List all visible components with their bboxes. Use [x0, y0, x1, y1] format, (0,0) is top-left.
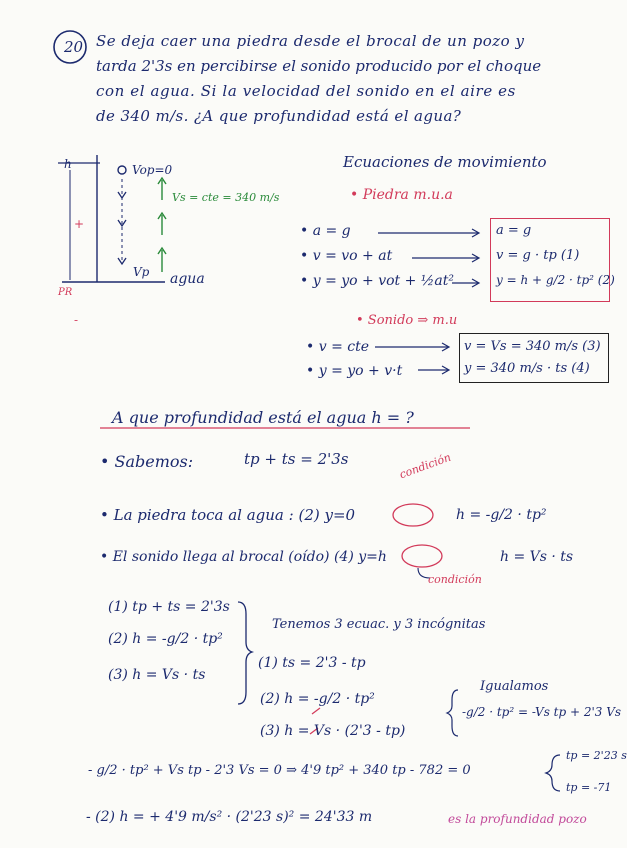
system-sub-1: (1) ts = 2'3 - tp [258, 655, 366, 671]
system-note: Tenemos 3 ecuac. y 3 incógnitas [272, 617, 486, 632]
diagram-minus-sign: - [74, 313, 79, 327]
system-sub-3: (3) h = Vs · (2'3 - tp) [260, 723, 406, 739]
step-sabemos: • Sabemos: [100, 452, 194, 471]
igualamos-brace [447, 690, 458, 736]
piedra-title: • Piedra m.u.a [350, 187, 453, 203]
final-result: - (2) h = + 4'9 m/s² · (2'23 s)² = 24'33 m [86, 809, 373, 825]
diagram-h-label: h [64, 157, 72, 171]
igualamos-eq: -g/2 · tp² = -Vs tp + 2'3 Vs [462, 705, 622, 719]
condition-circle-1 [393, 504, 433, 526]
step-sabemos-eq: tp + ts = 2'3s [244, 450, 349, 468]
diagram-vp-label: Vp [133, 265, 150, 279]
condition-circle-2 [402, 545, 442, 567]
piedra-eq-left-2: • v = vo + at [300, 248, 393, 264]
condition-label-1: condición [397, 450, 453, 482]
system-eq-2: (2) h = -g/2 · tp² [108, 631, 223, 647]
diagram-agua-label: agua [170, 271, 205, 287]
problem-line-1: Se deja caer una piedra desde el brocal de un pozo y [96, 32, 525, 50]
sonido-eq-right-2: y = 340 m/s · ts (4) [464, 361, 590, 376]
problem-line-3: con el agua. Si la velocidad del sonido en el aire es [96, 82, 516, 100]
diagram-ref-label: PR [58, 287, 73, 298]
piedra-eq-right-2: v = g · tp (1) [496, 248, 580, 263]
problem-line-4: de 340 m/s. ¿A que profundidad está el agua? [96, 107, 462, 125]
equations-heading: Ecuaciones de movimiento [343, 153, 547, 171]
piedra-eq-right-3: y = h + g/2 · tp² (2) [496, 273, 615, 287]
igualamos-label: Igualamos [480, 679, 549, 694]
question-heading: A que profundidad está el agua h = ? [112, 408, 414, 427]
final-root-2: tp = -71 [566, 781, 612, 794]
piedra-eq-left-3: • y = yo + vot + ½at² [300, 273, 454, 289]
system-eq-3: (3) h = Vs · ts [108, 667, 206, 683]
sonido-title: • Sonido ⇒ m.u [356, 313, 458, 328]
final-result-note: es la profundidad pozo [448, 812, 587, 826]
problem-line-2: tarda 2'3s en percibirse el sonido producido por el choque [96, 57, 542, 75]
sonido-eq-left-2: • y = yo + v·t [306, 363, 403, 379]
piedra-eq-left-1: • a = g [300, 223, 351, 239]
system-brace [238, 602, 252, 704]
system-sub-2: (2) h = -g/2 · tp² [260, 691, 375, 707]
sonido-eq-right-1: v = Vs = 340 m/s (3) [464, 339, 601, 354]
final-quadratic: - g/2 · tp² + Vs tp - 2'3 Vs = 0 ⇒ 4'9 tp² + 340 tp - 782 = 0 [88, 763, 471, 778]
diagram-vs-label: Vs = cte = 340 m/s [172, 191, 280, 204]
system-eq-1: (1) tp + ts = 2'3s [108, 599, 230, 615]
condition-label-2: condición [428, 573, 482, 586]
final-root-1: tp = 2'23 s [566, 749, 627, 762]
sonido-eq-left-1: • v = cte [306, 339, 369, 355]
step-piedra-toca: • La piedra toca al agua : (2) y=0 [100, 506, 356, 524]
roots-brace [546, 755, 560, 791]
step-sonido-llega: • El sonido llega al brocal (oído) (4) y=h [100, 549, 387, 565]
problem-number: 20 [64, 38, 84, 56]
stone-icon [118, 166, 126, 174]
piedra-eq-right-1: a = g [496, 223, 532, 238]
diagram-plus-sign: + [74, 217, 85, 231]
step-piedra-eq: h = -g/2 · tp² [456, 507, 547, 523]
diagram-vp0-label: Vop=0 [132, 163, 173, 177]
step-sonido-eq: h = Vs · ts [500, 549, 574, 565]
